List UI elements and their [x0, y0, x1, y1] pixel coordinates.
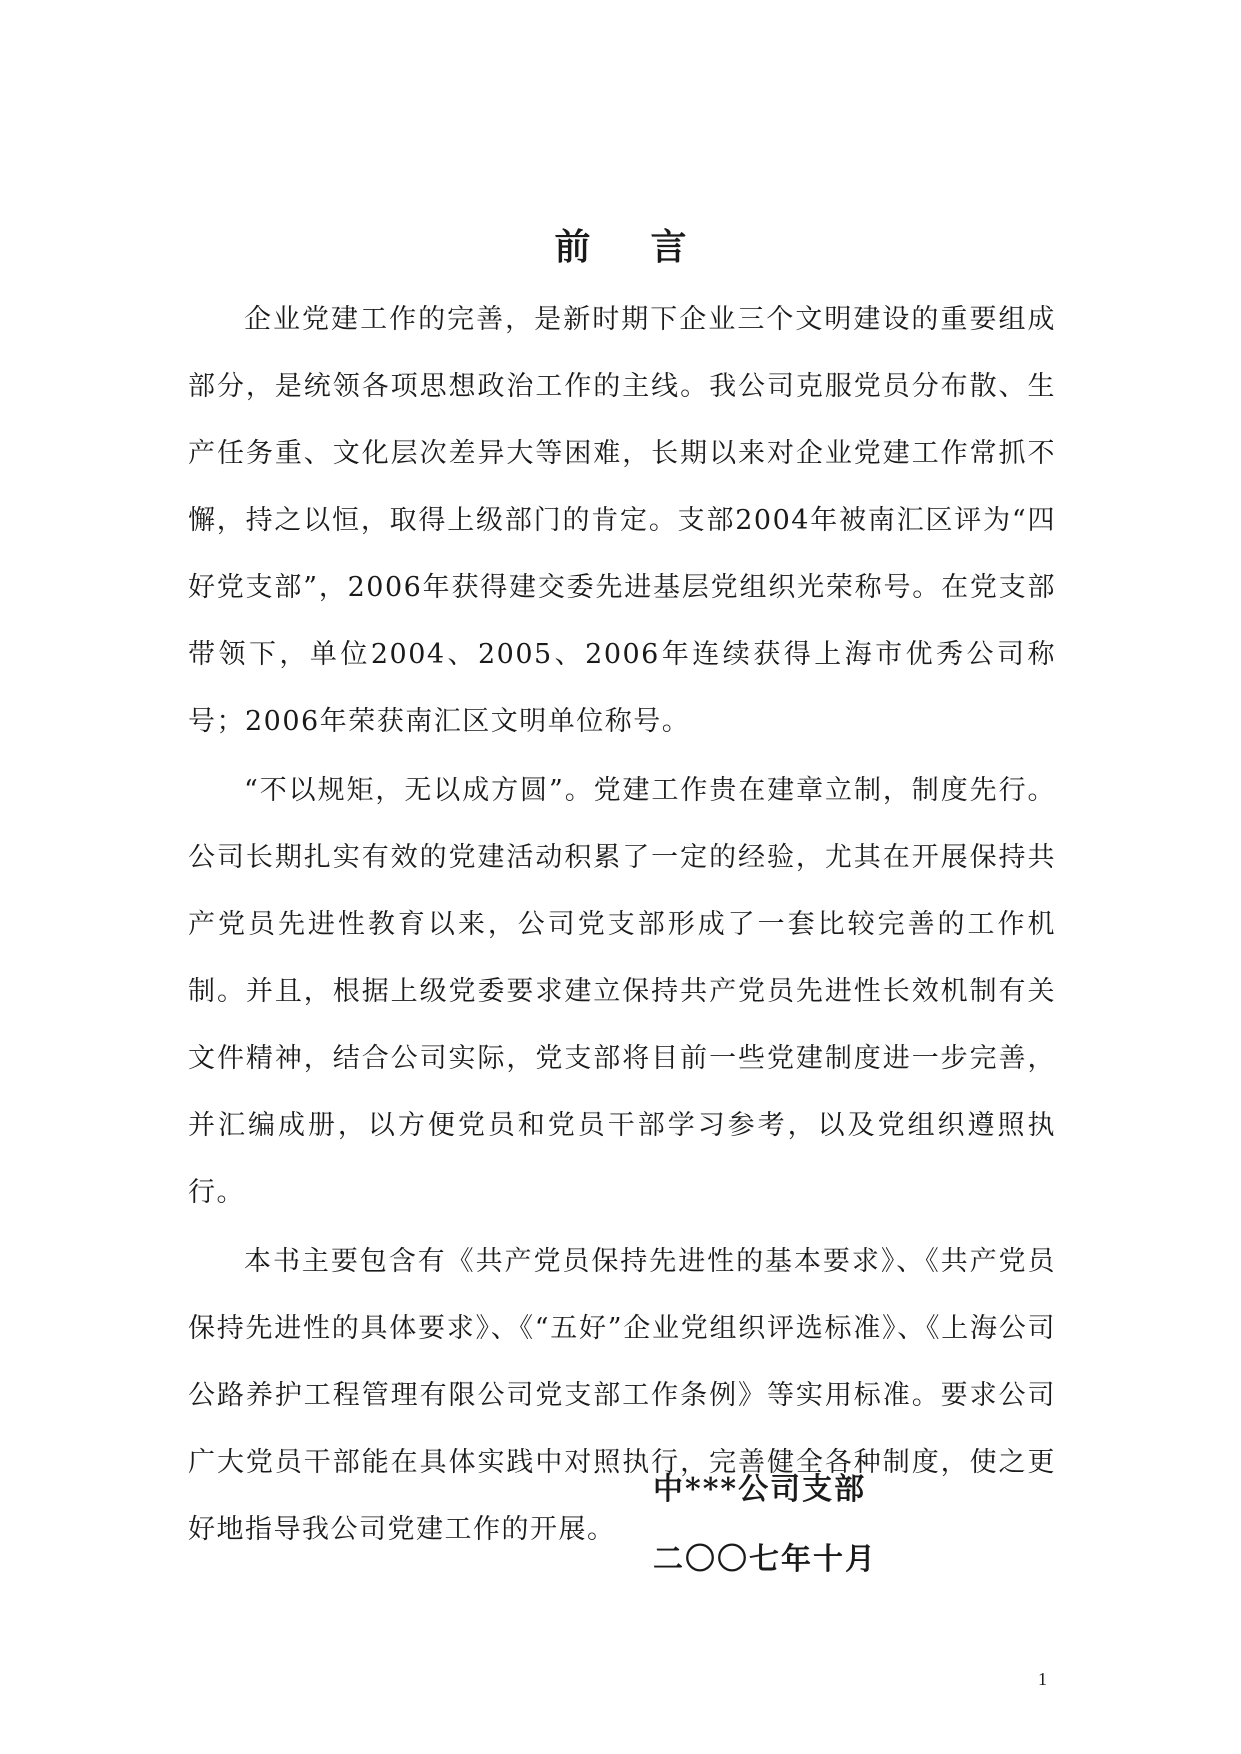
paragraph-3: 本书主要包含有《共产党员保持先进性的基本要求》、《共产党员保持先进性的具体要求》、《“五好”企业党组织评选标准》、《上海公司公路养护工程管理有限公司党支部工作条例》等实用标准。要求公司广大党员干部能在具体实践中对照执行，完善健全各种制度，使之更好地指导我公司党建工作的开展。	[188, 1246, 1056, 1545]
paragraph-2: “不以规矩，无以成方圆”。党建工作贵在建章立制，制度先行。公司长期扎实有效的党建活动积累了一定的经验，尤其在开展保持共产党员先进性教育以来，公司党支部形成了一套比较完善的工作机制。并且，根据上级党委要求建立保持共产党员先进性长效机制有关文件精神，结合公司实际，党支部将目前一些党建制度进一步完善，并汇编成册，以方便党员和党员干部学习参考，以及党组织遵照执行。	[188, 775, 1056, 1208]
signature-block	[653, 1455, 877, 1595]
page-title: 前言	[554, 226, 747, 268]
signature-date: 二〇〇七年十月	[653, 1542, 877, 1577]
page-number: 1	[1038, 1669, 1047, 1689]
signature-organization: 中***公司支部	[653, 1472, 867, 1507]
paragraph-1: 企业党建工作的完善，是新时期下企业三个文明建设的重要组成部分，是统领各项思想政治工作的主线。我公司克服党员分布散、生产任务重、文化层次差异大等困难，长期以来对企业党建工作常抓不懈，持之以恒，取得上级部门的肯定。支部2004年被南汇区评为“四好党支部”，2006年获得建交委先进基层党组织光荣称号。在党支部带领下，单位2004、2005、2006年连续获得上海市优秀公司称号；2006年荣获南汇区文明单位称号。	[188, 304, 1056, 737]
preface-body	[188, 286, 1056, 1563]
